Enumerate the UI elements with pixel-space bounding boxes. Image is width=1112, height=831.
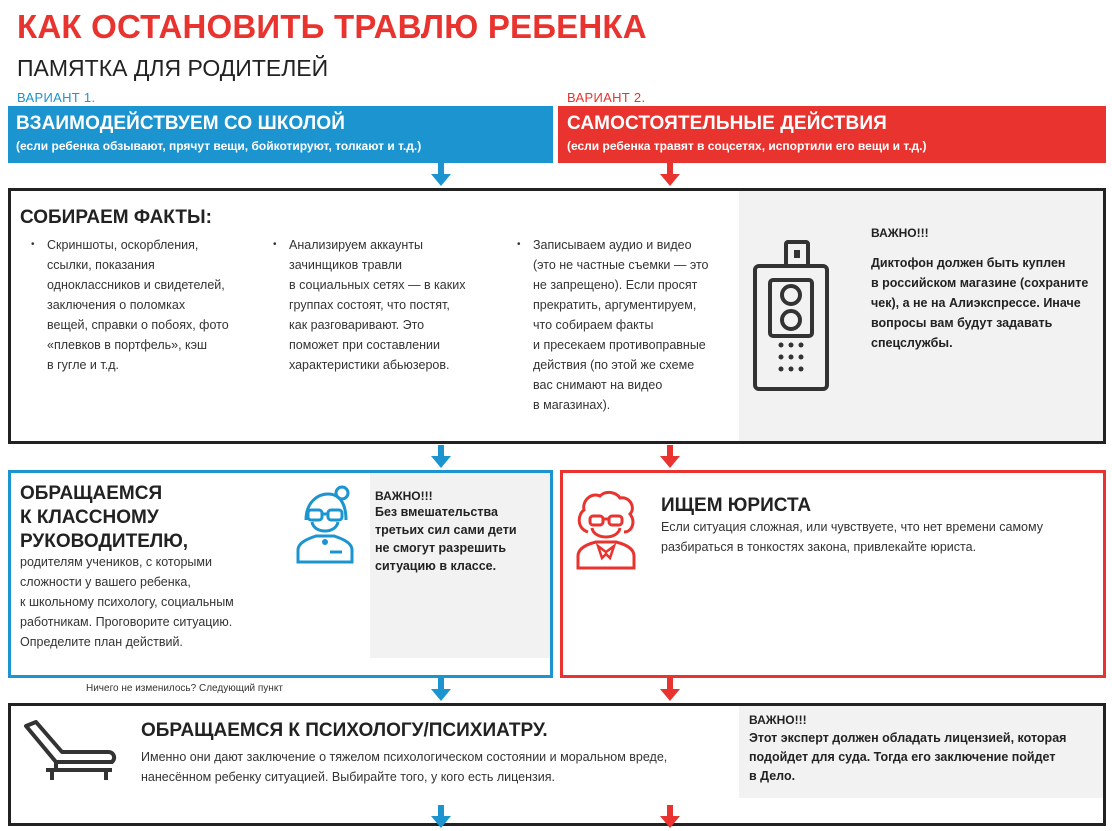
psychologist-title: ОБРАЩАЕМСЯ К ПСИХОЛОГУ/ПСИХИАТРУ. xyxy=(141,720,548,741)
facts-important-text: Диктофон должен быть куплен в российском магазине (сохраните чек), а не на Алиэкспрессе. Иначе вопросы вам будут задавать спецслужбы. xyxy=(871,256,1089,350)
arrow-down-icon xyxy=(431,678,451,702)
variant-1-banner xyxy=(8,106,553,163)
psychologist-important-text: Этот эксперт должен обладать лицензией, которая подойдет для суда. Тогда его заключение пойдет в Дело. xyxy=(749,731,1067,783)
bullet-icon: • xyxy=(273,239,277,250)
variant-1-heading: ВЗАИМОДЕЙСТВУЕМ СО ШКОЛОЙ xyxy=(16,113,345,134)
arrow-down-icon xyxy=(660,163,680,187)
bullet-icon: • xyxy=(31,239,35,250)
arrow-down-icon xyxy=(660,445,680,469)
facts-bullet-1-text: Скриншоты, оскорбления, ссылки, показания одноклассников и свидетелей, заключения о поломках вещей, справки о побоях, фото «плевков в портфель», кэш в гугле и т.д. xyxy=(47,238,229,372)
dictaphone-icon xyxy=(750,240,832,392)
bullet-icon: • xyxy=(517,239,521,250)
variant-2-heading: САМОСТОЯТЕЛЬНЫЕ ДЕЙСТВИЯ xyxy=(567,113,887,134)
facts-bullet-2 xyxy=(273,235,499,375)
teacher-icon xyxy=(290,484,360,564)
lawyer-icon xyxy=(570,488,642,570)
variant-2-banner xyxy=(558,106,1106,163)
teacher-important-label: ВАЖНО!!! xyxy=(375,489,433,503)
arrow-down-icon xyxy=(431,163,451,187)
psychologist-important-label: ВАЖНО!!! xyxy=(749,713,807,727)
next-step-note: Ничего не изменилось? Следующий пункт xyxy=(86,683,283,694)
arrow-down-icon xyxy=(431,805,451,829)
variant-1-note: (если ребенка обзывают, прячут вещи, бойкотируют, толкают и т.д.) xyxy=(16,139,422,153)
facts-important-label: ВАЖНО!!! xyxy=(871,226,929,240)
variant-1-label: ВАРИАНТ 1. xyxy=(17,90,96,105)
teacher-title: ОБРАЩАЕМСЯ К КЛАССНОМУ РУКОВОДИТЕЛЮ, xyxy=(20,483,189,552)
couch-icon xyxy=(22,718,120,782)
variant-2-note: (если ребенка травят в соцсетях, испортили его вещи и т.д.) xyxy=(567,139,927,153)
facts-bullet-2-text: Анализируем аккаунты зачинщиков травли в социальных сетях — в каких группах состоят, что постят, как разговаривают. Это поможет при составлении характеристики абьюзеров. xyxy=(289,238,466,372)
variant-2-label: ВАРИАНТ 2. xyxy=(567,90,646,105)
facts-title: СОБИРАЕМ ФАКТЫ: xyxy=(20,207,212,228)
page-title: КАК ОСТАНОВИТЬ ТРАВЛЮ РЕБЕНКА xyxy=(17,8,647,45)
teacher-text: родителям учеников, с которыми сложности у вашего ребенка, к школьному психологу, социальным работникам. Проговорите ситуацию. Определите план действий. xyxy=(20,555,234,649)
lawyer-text: Если ситуация сложная, или чувствуете, что нет времени самому разбираться в тонкостях закона, привлекайте юриста. xyxy=(661,520,1043,554)
facts-bullet-3 xyxy=(517,235,738,415)
teacher-important-text: Без вмешательства третьих сил сами дети не смогут разрешить ситуацию в классе. xyxy=(375,505,517,573)
arrow-down-icon xyxy=(431,445,451,469)
facts-bullet-3-text: Записываем аудио и видео (это не частные съемки — это не запрещено). Если просят прекратить, аргументируем, что собираем факты и пресекаем противоправные действия (по этой же схеме вас снимают на видео в магазинах). xyxy=(533,238,709,412)
page-subtitle: ПАМЯТКА ДЛЯ РОДИТЕЛЕЙ xyxy=(17,55,329,81)
lawyer-title: ИЩЕМ ЮРИСТА xyxy=(661,495,812,516)
arrow-down-icon xyxy=(660,678,680,702)
psychologist-text: Именно они дают заключение о тяжелом психологическом состоянии и моральном вреде, нанесённом ребенку ситуацией. Выбирайте того, у кого есть лицензия. xyxy=(141,750,668,784)
arrow-down-icon xyxy=(660,805,680,829)
facts-bullet-1 xyxy=(31,235,257,375)
